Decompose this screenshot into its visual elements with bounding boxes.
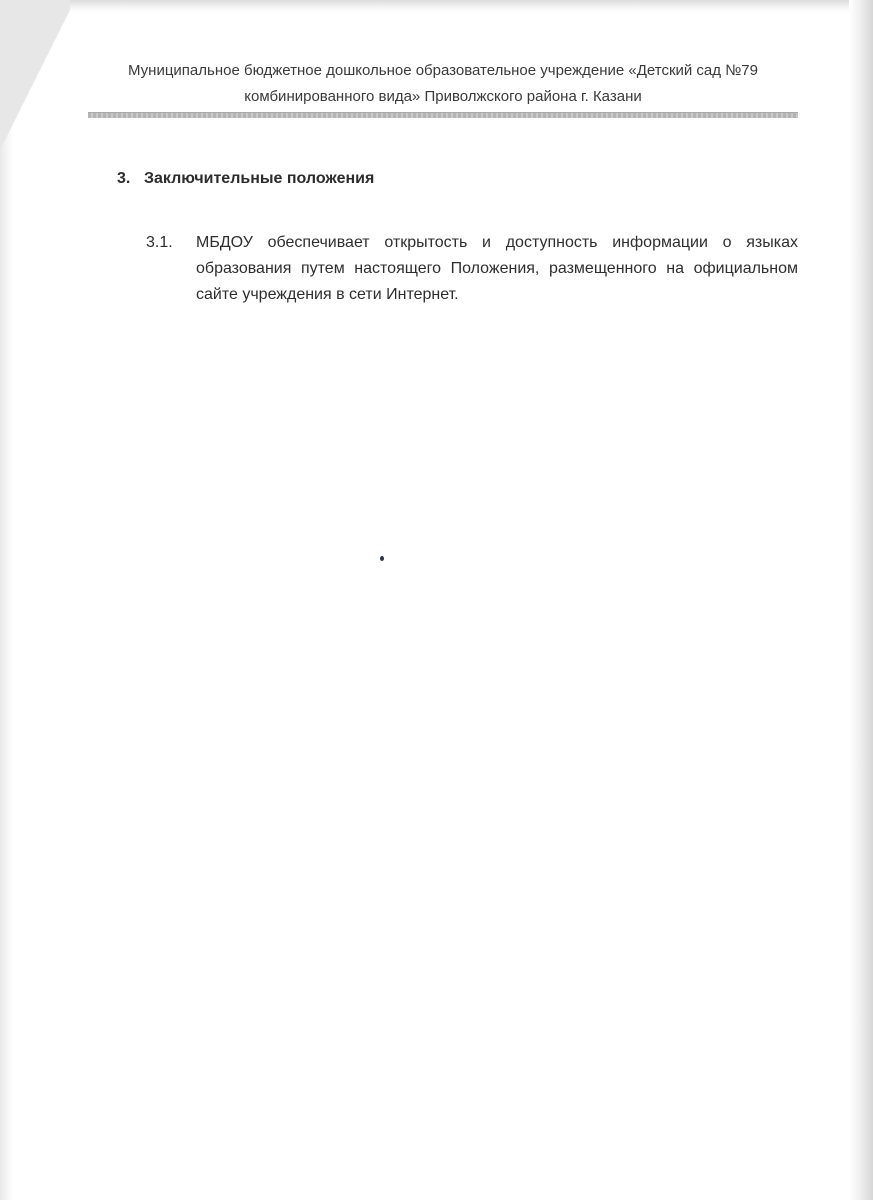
section-heading	[117, 168, 374, 190]
section-number: 3.	[117, 170, 131, 187]
scan-top-edge	[70, 0, 873, 12]
scan-ink-speck	[380, 556, 384, 561]
scan-right-edge	[849, 0, 873, 1200]
header-line-2: комбинированного вида» Приволжского района г. Казани	[244, 88, 642, 105]
clause-text: МБДОУ обеспечивает открытость и доступность информации о языках образования путем настоящего Положения, размещенного на официальном сайте учреждения в сети Интернет.	[196, 234, 798, 303]
scan-folded-corner	[0, 0, 75, 150]
clause-3-1	[146, 230, 798, 308]
document-header	[88, 58, 798, 110]
header-divider	[88, 112, 798, 118]
scan-left-edge	[0, 0, 14, 1200]
section-title: Заключительные положения	[144, 170, 375, 187]
header-line-1: Муниципальное бюджетное дошкольное образовательное учреждение «Детский сад №79	[128, 62, 758, 79]
clause-number: 3.1.	[146, 234, 173, 251]
